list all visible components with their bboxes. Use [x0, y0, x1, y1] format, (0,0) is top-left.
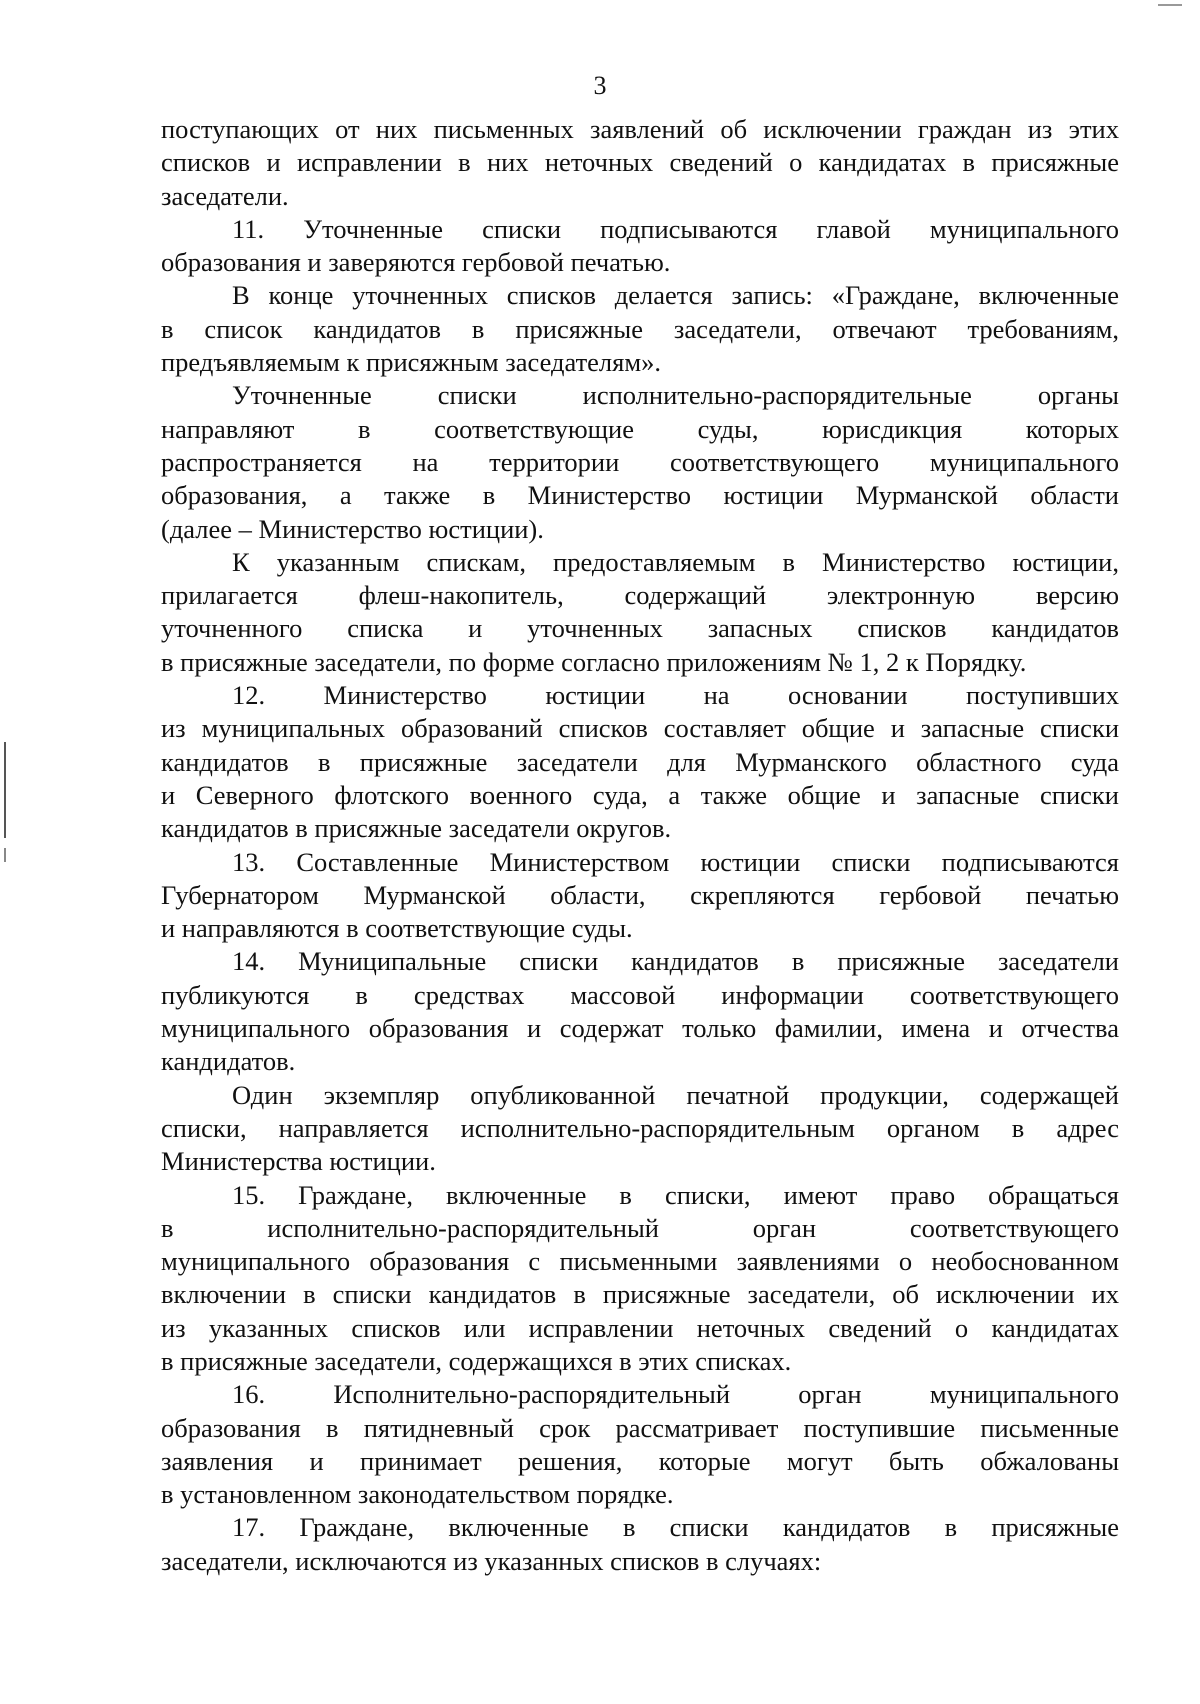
paragraph-item-15 [161, 1179, 1119, 1379]
paragraph-end-record [161, 279, 1119, 379]
paragraph-item-17 [161, 1511, 1119, 1578]
paragraph-continuation [161, 113, 1119, 213]
text-line: в присяжные заседатели, по форме согласно приложениям № 1, 2 к Порядку. [161, 646, 1027, 677]
text-line: списков и исправлении в них неточных сведений о кандидатах в присяжные [161, 147, 1119, 178]
paragraph-item-13 [161, 846, 1119, 946]
text-line: Губернатором Мурманской области, скрепляются гербовой печатью [161, 879, 1119, 910]
paragraph-publication-copy [161, 1079, 1119, 1179]
paragraph-item-12 [161, 679, 1119, 845]
text-line: заседатели. [161, 180, 289, 211]
text-line: муниципального образования с письменными заявлениями о необоснованном [161, 1246, 1119, 1277]
text-line: кандидатов в присяжные заседатели для Мурманского областного суда [161, 746, 1119, 777]
text-line: в исполнительно-распорядительный орган соответствующего [161, 1212, 1119, 1243]
page-number: 3 [593, 71, 607, 100]
text-line: образования, а также в Министерство юстиции Мурманской области [161, 480, 1119, 511]
text-line: и Северного флотского военного суда, а также общие и запасные списки [161, 779, 1119, 810]
text-line: 11. Уточненные списки подписываются главой муниципального [232, 213, 1119, 244]
text-line: кандидатов в присяжные заседатели округов. [161, 813, 672, 844]
paragraph-flash-drive [161, 546, 1119, 679]
text-line: 15. Граждане, включенные в списки, имеют право обращаться [232, 1179, 1119, 1210]
paragraph-item-14 [161, 945, 1119, 1078]
text-line: прилагается флеш-накопитель, содержащий электронную версию [161, 580, 1119, 611]
margin-scan-dash [4, 848, 6, 862]
text-line: и направляются в соответствующие суды. [161, 913, 633, 944]
text-line: Министерства юстиции. [161, 1146, 436, 1177]
text-line: В конце уточненных списков делается запись: «Граждане, включенные [232, 280, 1119, 311]
text-line: 16. Исполнительно-распорядительный орган муниципального [232, 1379, 1119, 1410]
text-line: списки, направляется исполнительно-распорядительным органом в адрес [161, 1112, 1119, 1143]
text-line: образования в пятидневный срок рассматривает поступившие письменные [161, 1412, 1119, 1443]
paragraph-item-16 [161, 1378, 1119, 1511]
margin-scan-line [4, 742, 6, 838]
text-line: поступающих от них письменных заявлений об исключении граждан из этих [161, 114, 1119, 144]
text-line: образования и заверяются гербовой печатью. [161, 247, 671, 278]
text-line: Уточненные списки исполнительно-распорядительные органы [232, 380, 1119, 411]
text-line: 12. Министерство юстиции на основании поступивших [232, 680, 1119, 711]
paragraph-item-11 [161, 213, 1119, 280]
paragraph-sending-lists [161, 379, 1119, 545]
text-line: (далее – Министерство юстиции). [161, 513, 544, 544]
text-line: Один экземпляр опубликованной печатной продукции, содержащей [232, 1079, 1119, 1110]
document-body [161, 113, 1119, 1578]
text-line: муниципального образования и содержат только фамилии, имена и отчества [161, 1013, 1119, 1044]
text-line: 13. Составленные Министерством юстиции списки подписываются [232, 846, 1119, 877]
text-line: предъявляемым к присяжным заседателям». [161, 347, 661, 378]
text-line: включении в списки кандидатов в присяжные заседатели, об исключении их [161, 1279, 1119, 1310]
text-line: в присяжные заседатели, содержащихся в этих списках. [161, 1345, 792, 1376]
text-line: в список кандидатов в присяжные заседатели, отвечают требованиям, [161, 313, 1119, 344]
text-line: К указанным спискам, предоставляемым в Министерство юстиции, [232, 546, 1119, 577]
text-line: распространяется на территории соответствующего муниципального [161, 446, 1119, 477]
text-line: кандидатов. [161, 1046, 296, 1077]
text-line: заседатели, исключаются из указанных списков в случаях: [161, 1545, 822, 1576]
text-line: заявления и принимает решения, которые могут быть обжалованы [161, 1445, 1119, 1476]
text-line: в установленном законодательством порядке. [161, 1479, 674, 1510]
scan-artifact-mark [1158, 4, 1182, 6]
text-line: из муниципальных образований списков составляет общие и запасные списки [161, 713, 1119, 744]
text-line: 14. Муниципальные списки кандидатов в присяжные заседатели [232, 946, 1119, 977]
text-line: направляют в соответствующие суды, юрисдикция которых [161, 413, 1119, 444]
text-line: публикуются в средствах массовой информации соответствующего [161, 979, 1119, 1010]
text-line: уточненного списка и уточненных запасных списков кандидатов [161, 613, 1119, 644]
text-line: из указанных списков или исправлении неточных сведений о кандидатах [161, 1312, 1119, 1343]
text-line: 17. Граждане, включенные в списки кандидатов в присяжные [232, 1512, 1119, 1543]
